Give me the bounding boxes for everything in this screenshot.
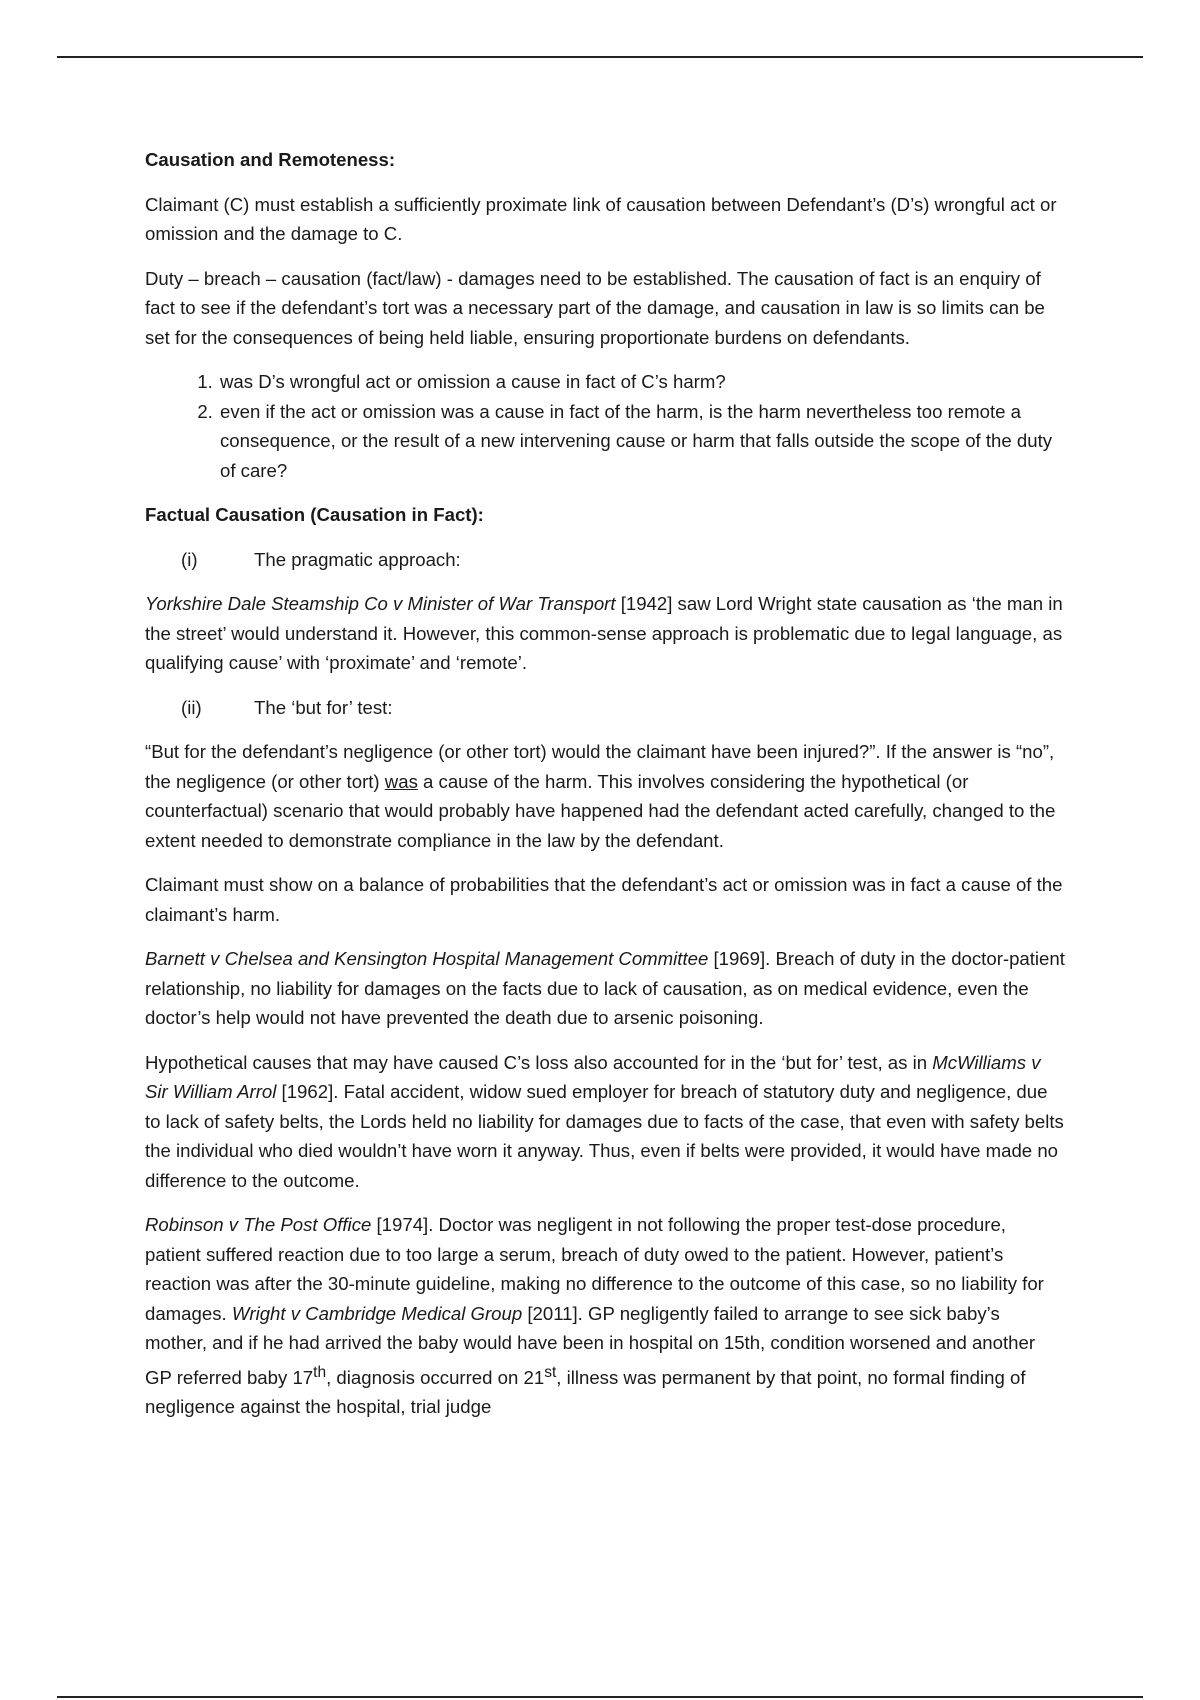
document-body xyxy=(145,145,1065,1437)
paragraph-claimant-link: Claimant (C) must establish a sufficiently proximate link of causation between Defendant’s (D’s) wrongful act or omission and the damage to C. xyxy=(145,193,1057,244)
paragraph-balance-probabilities: Claimant must show on a balance of probabilities that the defendant’s act or omission was in fact a cause of the claimant’s harm. xyxy=(145,874,1063,925)
text-span: “But for the defendant’s negligence (or other tort) would the claimant have been injured?”. If the answer is “no”, the negligence (or other tort) xyxy=(145,741,1055,792)
subheading-text: The pragmatic approach: xyxy=(254,548,461,570)
subheading-text: The ‘but for’ test: xyxy=(254,696,393,718)
subheading-number: (ii) xyxy=(181,696,202,718)
list-item: 2. even if the act or omission was a cause in fact of the harm, is the harm nevertheless too remote a consequence, or the result of a new intervening cause or harm that falls outside the scope of the duty of care? xyxy=(218,397,1065,486)
heading-factual-causation: Factual Causation (Causation in Fact): xyxy=(145,504,484,525)
case-text: [1974]. Doctor was negligent in not following the proper test-dose procedure, patient suffered reaction due to too large a serum, breach of duty owed to the patient. However, patient’s reaction was after the 30-minute guideline, making no difference to the outcome of this case, so no liability for damages. xyxy=(145,1214,1044,1324)
list-item: 1. was D’s wrongful act or omission a cause in fact of C’s harm? xyxy=(218,367,1065,397)
case-text: [1962]. Fatal accident, widow sued employer for breach of statutory duty and negligence, due to lack of safety belts, the Lords held no liability for damages due to facts of the case, that even with safety belts the individual who died wouldn’t have worn it anyway. Thus, even if belts were provided, it would have made no difference to the outcome. xyxy=(145,1081,1064,1191)
case-name: Wright v Cambridge Medical Group xyxy=(231,1302,523,1324)
paragraph-robinson-wright xyxy=(145,1210,1065,1422)
paragraph-barnett xyxy=(145,944,1065,1033)
paragraph-yorkshire-dale xyxy=(145,589,1065,678)
paragraph-duty-breach: Duty – breach – causation (fact/law) - damages need to be established. The causation of fact is an enquiry of fact to see if the defendant’s tort was a necessary part of the damage, and causation in law is so limits can be set for the consequences of being held liable, ensuring proportionate burdens on defendants. xyxy=(145,267,1045,348)
case-name: McWilliams v Sir William Arrol xyxy=(145,1051,1041,1102)
text-span: Hypothetical causes that may have caused C’s loss also accounted for in the ‘but for’ test, as in xyxy=(145,1051,933,1073)
subheading-number: (i) xyxy=(181,548,198,570)
case-text: , illness was permanent by that point, no formal finding of negligence against the hospital, trial judge xyxy=(145,1366,1026,1418)
case-text: [2011]. GP negligently failed to arrange to see sick baby’s mother, and if he had arrived the baby would have been in hospital on 15th, condition worsened and another GP referred baby 17 xyxy=(145,1302,1036,1388)
paragraph-mcwilliams xyxy=(145,1048,1065,1196)
text-span: a cause of the harm. This involves considering the hypothetical (or counterfactual) scenario that would probably have happened had the defendant acted carefully, changed to the extent needed to demonstrate compliance in the law by the defendant. xyxy=(145,770,1056,851)
ordinal-suffix: th xyxy=(313,1363,327,1381)
case-text: [1942] saw Lord Wright state causation as ‘the man in the street’ would understand it. However, this common-sense approach is problematic due to legal language, as qualifying cause’ with ‘proximate’ and ‘remote’. xyxy=(145,593,1063,673)
subheading-pragmatic-approach xyxy=(145,545,1065,575)
header-rule xyxy=(57,56,1143,58)
footer-rule xyxy=(57,1696,1143,1698)
causation-questions-list xyxy=(145,367,1065,485)
case-name: Robinson v The Post Office xyxy=(145,1214,372,1235)
paragraph-but-for xyxy=(145,737,1065,855)
heading-causation-remoteness: Causation and Remoteness: xyxy=(145,149,396,170)
underlined-word: was xyxy=(384,770,418,792)
case-text: , diagnosis occurred on 21 xyxy=(326,1366,545,1388)
case-name: Yorkshire Dale Steamship Co v Minister of War Transport xyxy=(145,593,616,614)
ordinal-suffix: st xyxy=(544,1363,557,1381)
subheading-but-for-test xyxy=(145,693,1065,723)
case-text: [1969]. Breach of duty in the doctor-patient relationship, no liability for damages on the facts due to lack of causation, as on medical evidence, even the doctor’s help would not have prevented the death due to arsenic poisoning. xyxy=(145,948,1065,1028)
case-name: Barnett v Chelsea and Kensington Hospital Management Committee xyxy=(145,948,709,969)
